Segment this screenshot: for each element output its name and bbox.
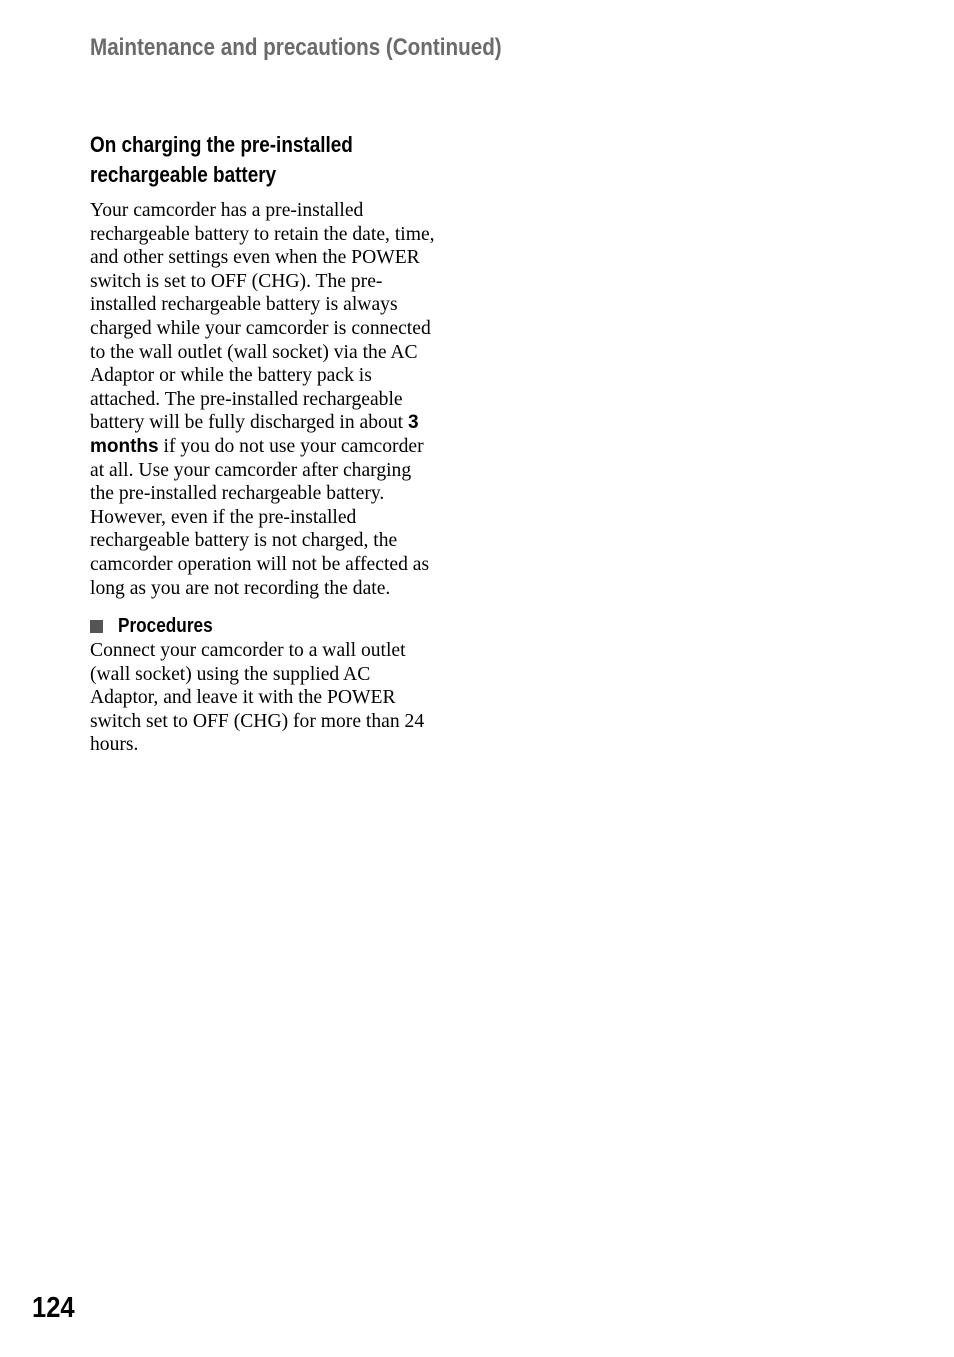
paragraph-line: charged while your camcorder is connected — [90, 317, 431, 339]
paragraph-line: at all. Use your camcorder after charging — [90, 459, 412, 481]
procedures-line: switch set to OFF (CHG) for more than 24 — [90, 710, 425, 732]
procedures-line: hours. — [90, 734, 139, 756]
procedures-line: (wall socket) using the supplied AC — [90, 663, 371, 685]
paragraph-line: installed rechargeable battery is always — [90, 294, 398, 316]
procedures-line: Connect your camcorder to a wall outlet — [90, 640, 406, 662]
procedures-heading — [90, 613, 462, 639]
procedures-line: Adaptor, and leave it with the POWER — [90, 687, 396, 709]
procedures-paragraph — [90, 639, 462, 757]
emphasis-line-prefix: battery will be fully discharged in about — [90, 412, 408, 434]
paragraph-line: switch is set to OFF (CHG). The pre- — [90, 270, 383, 292]
emphasis-duration-number: 3 — [407, 412, 419, 434]
paragraph-line — [90, 435, 462, 459]
emphasis-duration-unit: months — [90, 435, 159, 457]
main-content — [90, 130, 462, 757]
section-title-line-2: rechargeable battery — [90, 162, 277, 187]
page-number: 124 — [32, 1292, 75, 1324]
emphasis-line-suffix: if you do not use your camcorder — [158, 435, 424, 457]
paragraph-line: and other settings even when the POWER — [90, 247, 420, 269]
paragraph-line: However, even if the pre-installed — [90, 506, 357, 528]
paragraph-line: to the wall outlet (wall socket) via the AC — [90, 341, 418, 363]
paragraph-line: Adaptor or while the battery pack is — [90, 365, 372, 387]
square-bullet-icon — [90, 620, 103, 633]
section-title — [90, 130, 468, 190]
paragraph-line: long as you are not recording the date. — [90, 577, 391, 599]
charging-paragraph — [90, 199, 462, 600]
procedures-heading-label: Procedures — [118, 615, 213, 638]
paragraph-line: attached. The pre-installed rechargeable — [90, 388, 403, 410]
paragraph-line: rechargeable battery to retain the date, time, — [90, 223, 435, 245]
paragraph-line: Your camcorder has a pre-installed — [90, 200, 364, 221]
paragraph-line — [90, 411, 462, 435]
section-title-line-1: On charging the pre-installed — [90, 132, 353, 157]
paragraph-line: rechargeable battery is not charged, the — [90, 530, 398, 552]
paragraph-line: the pre-installed rechargeable battery. — [90, 483, 385, 505]
paragraph-line: camcorder operation will not be affected as — [90, 553, 430, 575]
running-header: Maintenance and precautions (Continued) — [90, 34, 502, 61]
